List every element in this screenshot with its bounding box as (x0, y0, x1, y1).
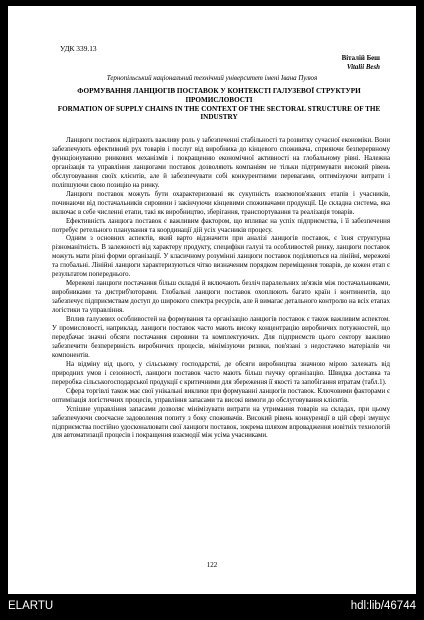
page-number: 122 (206, 561, 218, 569)
title-en: FORMATION OF SUPPLY CHAINS IN THE CONTEXT OF THE SECTORAL STRUCTURE OF THE INDUSTRY (57, 104, 381, 122)
title-uk: ФОРМУВАННЯ ЛАНЦЮГІВ ПОСТАВОК У КОНТЕКСТІ ГАЛУЗЕВОЇ СТРУКТУРИ ПРОМИСЛОВОСТІ (77, 87, 361, 104)
paragraph: Ланцюги поставок можуть бути охарактеризовані як сукупність взаємопов'язаних етапів і учасників, починаючи від постачальників сировини і закінчуючи кінцевими споживачами продукції. Це складна система, яка включає в себе численні етапи, такі як виробництво, зберігання, транспортування та реалізація товарів. (52, 190, 390, 216)
author-block (342, 55, 380, 72)
author-name-uk: Віталій Беш (341, 55, 380, 62)
paragraph: На відміну від цього, у сільському господарстві, де обсяги виробництва значною мірою залежать від природних умов і сезонності, ланцюги поставок часто мають більш гнучку організацію. Швидка доставка та переробка сільськогосподарської продукції є критичними для збереження її якості та запобігання втратам (табл.1). (52, 360, 390, 386)
footer-bar (0, 598, 424, 620)
paragraph: Успішне управління запасами дозволяє мінімізувати витрати на утримання товарів на складах, при цьому забезпечуючи своєчасне задоволення попиту з боку споживачів. Високий рівень конкуренції в цій сфері змушує підприємства постійно удосконалювати свої ланцюги поставок, зокрема шляхом впровадження новітніх технологій для автоматизації процесів і покращення взаємодії між усіма учасниками. (52, 405, 390, 440)
title-block (50, 87, 388, 122)
paragraph: Одним з основних аспектів, який варто відзначити при аналізі ланцюгів поставок, є їхня структурна різноманітність. В залежності від характеру продукту, специфіки галузі та особливостей ринку, ланцюги поставок можуть мати різні форми організації. У класичному розумінні ланцюги поставок поділяються на лінійні, мережеві та глобальні. Лінійні ланцюги характеризуються чітко визначеним порядком переміщення товарів, де кожен етап є результатом попереднього. (52, 235, 390, 279)
paragraph: Мережеві ланцюги постачання більш складні й включають безліч паралельних зв'язків між постачальниками, виробниками та дистриб'юторами. Глобальні ланцюги поставок охоплюють багато країн і континентів, що забезпечує підприємствам доступ до широкого спектра ресурсів, але й вимагає детального контролю на всіх етапах логістики та управління. (52, 280, 390, 315)
author-name-en: Vitalii Besh (346, 63, 380, 71)
paragraph: Ланцюги поставок відіграють важливу роль у забезпеченні стабільності та розвитку сучасної економіки. Вони забезпечують ефективний рух товарів і послуг від виробника до кінцевого споживача, сприяючи безперервному функціонуванню ринкових механізмів і покращенню економічної активності на глобальному рівні. Належна організація та управління ланцюгами поставок дозволяють компаніям не тільки підтримувати високий рівень обслуговування своїх клієнтів, але й забезпечувати собі конкурентними перевагами, оптимізуючи витрати і поліпшуючи свою позицію на ринку. (52, 137, 390, 189)
paragraph: Ефективність ланцюга поставок є важливим фактором, що впливає на успіх підприємства, і її забезпечення потребує ретельного планування та координації дій усіх учасників процесу. (52, 217, 390, 234)
document-page (8, 6, 416, 594)
footer-repository-label: ELARTU (8, 600, 54, 612)
footer-handle: hdl:lib/46744 (350, 600, 416, 612)
affiliation: Тернопільський національний технічний університет імені Івана Пулюя (106, 75, 318, 82)
udk-code: УДК 339.13 (60, 44, 97, 53)
article-body (52, 137, 390, 441)
paragraph: Сфера торгівлі також має свої унікальні виклики при формуванні ланцюгів поставок. Ключовими факторами є оптимізація логістичних процесів, управління запасами та високі вимоги до обслуговування клієнтів. (52, 387, 390, 404)
paragraph: Вплив галузевих особливостей на формування та організацію ланцюгів поставок є також важливим аспектом. У промисловості, наприклад, ланцюги поставок часто мають високу концентрацію виробничих потужностей, що передбачає значні обсяги постачання сировини та комплектуючих. Для підприємств цього сектору важливо забезпечити безперервність виробничих процесів, мінімізуючи ризики, пов'язані з недостачею матеріалів чи компонентів. (52, 316, 390, 359)
